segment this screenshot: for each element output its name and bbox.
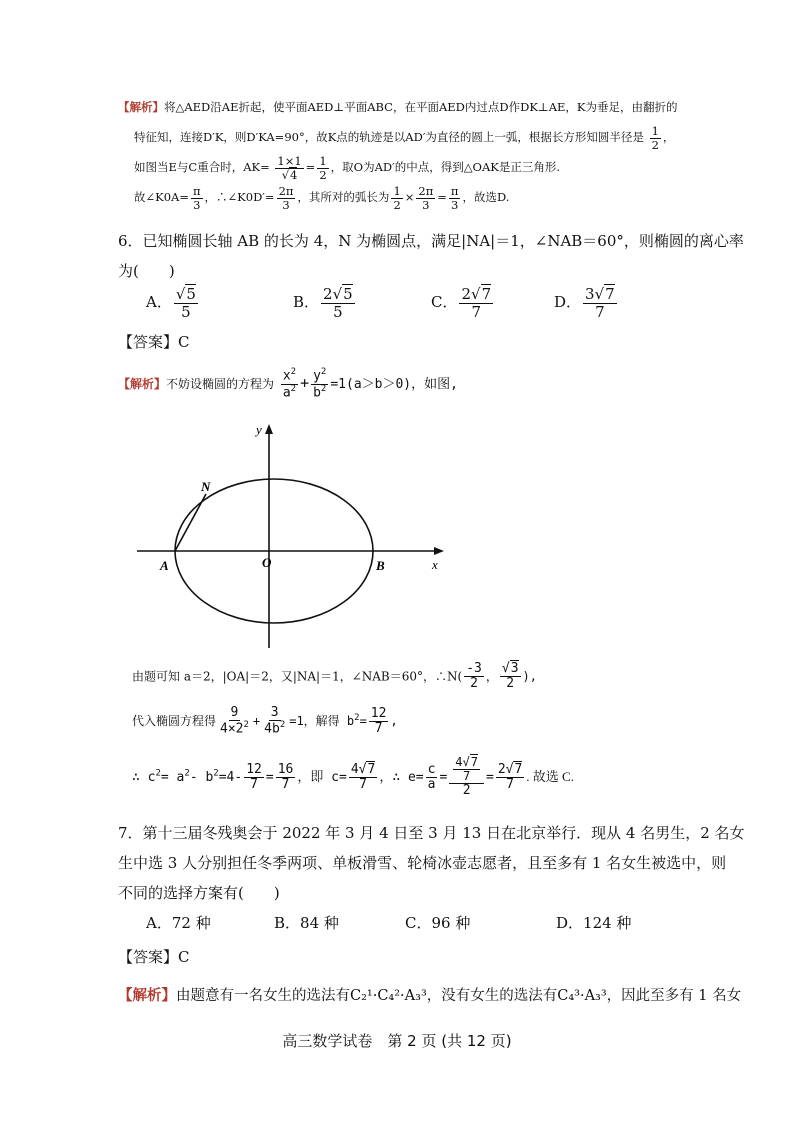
solution-line: 将△AED沿AE折起，使平面AED⊥平面ABC，在平面AED内过点D作DK⊥AE，K为垂足，由翻折的 [164, 100, 678, 114]
segment-na [175, 494, 206, 551]
fraction: $\frac{1}{2}$ [651, 123, 659, 152]
solution-tag: 【解析】 [118, 100, 164, 114]
solution-6-line-3: 代入椭圆方程得 $\frac{9}{4\times 2^2}$ + $\frac{3}{4b^2}$ =1，解得 $b^2=$ $\frac{12}{7}$ , [132, 705, 398, 737]
x-axis-arrow [434, 547, 444, 555]
question-text: 生中选 3 人分别担任冬季两项、单板滑雪、轮椅冰壶志愿者，且至多有 1 名女生被选中，则 [118, 854, 727, 872]
page-footer: 高三数学试卷 第 2 页 (共 12 页) [282, 1032, 512, 1050]
label-n: N [201, 479, 211, 494]
answer-6: 【答案】C [118, 333, 190, 351]
ellipse-figure [132, 420, 452, 655]
fraction: $\frac{\pi}{3}$ [192, 183, 201, 212]
fraction: $\frac{1}{2}$ [319, 153, 327, 182]
fraction: $\frac{1\times 1}{√4}$ [277, 153, 302, 182]
solution-7: 【解析】由题意有一名女生的选法有C₂¹·C₄²·A₃³，没有女生的选法有C₄³·A₃³，因此至多有 1 名女 [118, 987, 742, 1004]
solution-line: 如图当E与C重合时，AK= [134, 160, 270, 174]
solution-6-intro: 【解析】不妨设椭圆的方程为 $\frac{x^2}{a^2}$ + $\frac{y^2}{b^2}$ =1(a＞b＞0)，如图, [118, 367, 458, 400]
question-text: 6．已知椭圆长轴 AB 的长为 4，N 为椭圆点，满足|NA|＝1，∠NAB＝60°，则椭圆的离心率 [118, 232, 744, 250]
fraction: $\frac{1}{2}$ [393, 183, 401, 212]
solution-6-line-4: ∴ $c^2= a^2-$ $b^2=4-$ $\frac{12}{7}$ = $\frac{16}{7}$ ，即 c= $\frac{4√7}{7}$ ，∴ e= $\frac{c}{a}$ = $\frac{\frac{4√7}{7}}{2}$ = $\frac{2√7}{7}$ . 故选 C. [132, 755, 574, 799]
option-d[interactable]: D．124 种 [556, 914, 632, 932]
option-a[interactable]: A．72 种 [146, 914, 211, 932]
fraction: $\frac{2\pi}{3}$ [418, 183, 434, 212]
question-6 [118, 226, 744, 286]
fraction: $\frac{\pi}{3}$ [450, 183, 459, 212]
option-b[interactable]: B． $\frac{2√5}{5}$ [293, 285, 353, 321]
label-b: B [376, 558, 385, 573]
fraction: $\frac{2\pi}{3}$ [278, 183, 294, 212]
label-a: A [160, 558, 169, 573]
question-text: 7．第十三届冬残奥会于 2022 年 3 月 4 日至 3 月 13 日在北京举行．现从 4 名男生，2 名女 [118, 824, 745, 842]
label-y: y [256, 422, 262, 437]
option-c[interactable]: C． $\frac{2√7}{7}$ [431, 285, 492, 321]
solution-6-line-2: 由题可知 a＝2，|OA|＝2，又|NA|＝1，∠NAB＝60°，∴N( $\frac{-3}{2}$ ， $\frac{√3}{2}$ ), [132, 661, 537, 692]
option-c[interactable]: C．96 种 [405, 914, 471, 932]
question-7 [118, 818, 745, 908]
y-axis-arrow [265, 424, 273, 434]
answer-7: 【答案】C [118, 948, 190, 966]
solution-5: 【解析】将△AED沿AE折起，使平面AED⊥平面ABC，在平面AED内过点D作DK⊥AE，K为垂足，由翻折的 特征知，连接D′K，则D′KA=90°，故K点的轨迹是以AD′为直径的圆上一弧，根据长方形知圆半径是 $\frac{1}{2}$ ， 如图当E与C重合时，AK= $\frac{1\times 1}{√4}$ = $\frac{1}{2}$ ，取O为AD′的中点，得到△OAK是正三角形. 故∠K0A= $\frac{\pi}{3}$ ，∴∠K0D′= $\frac{2\pi}{3}$ ，其所对的弧长为 $\frac{1}{2}$ × $\frac{2\pi}{3}$ = $\frac{\pi}{3}$ ，故选D. [118, 100, 678, 212]
option-b[interactable]: B．84 种 [274, 914, 339, 932]
label-x: x [432, 557, 438, 572]
label-o: O [262, 555, 272, 570]
question-text: 不同的选择方案有( ) [118, 884, 280, 902]
option-d[interactable]: D． $\frac{3√7}{7}$ [554, 285, 615, 321]
solution-line: 特征知，连接D′K，则D′KA=90°，故K点的轨迹是以AD′为直径的圆上一弧，根据长方形知圆半径是 [134, 130, 644, 144]
question-text: 为( ) [118, 262, 175, 280]
option-a[interactable]: A． $\frac{√5}{5}$ [146, 285, 196, 321]
